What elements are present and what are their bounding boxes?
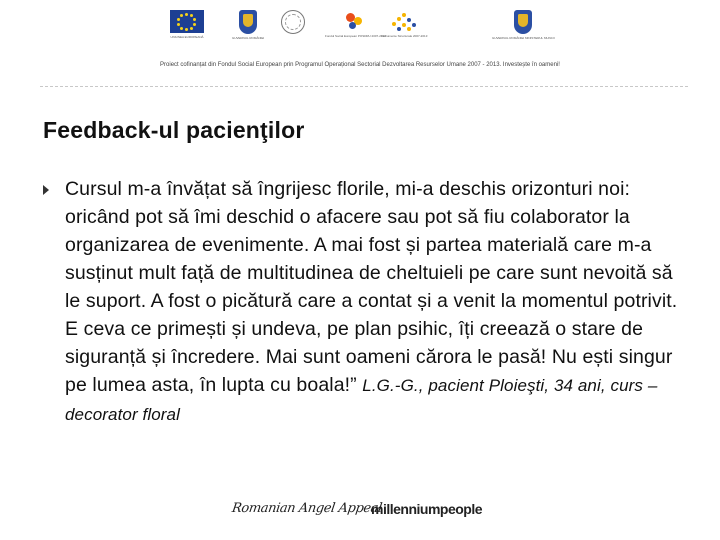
romania-logo	[232, 10, 264, 40]
eu-flag-icon	[170, 10, 204, 33]
quote-text: Cursul m-a învățat să îngrijesc florile, mi-a deschis orizonturi noi: oricând pot să îmi deschid o afacere sau pot să fiu colaborator la organizarea de evenimente. A mai fost și partea materială care m-a susținut mult față de multitudinea de cheltuieli pe care sunt nevoită să le suport. A fost o picătură care a contat și a venit la momentul potrivit. E ceva ce primești și undeva, pe plan psihic, îți creează o stare de siguranță și încredere. Mai sunt oameni cărora le pasă! Nu ești singur pe lumea asta, în lupta cu boala!”	[65, 178, 678, 396]
footer-logo-strip	[0, 497, 720, 525]
eu-logo	[170, 10, 204, 39]
romanian-angel-appeal-logo: Romanian Angel Appeal	[230, 501, 383, 516]
header-logo-strip	[0, 10, 720, 54]
fse-logo-icon	[340, 10, 370, 32]
romania-crest-icon	[239, 10, 257, 34]
ministry-logo	[492, 10, 555, 40]
header-divider	[40, 86, 688, 87]
quote-paragraph	[65, 175, 693, 429]
millennium-people-logo: millenniumpeople	[371, 501, 483, 517]
romania-caption: GUVERNUL ROMÂNIEI	[232, 36, 265, 40]
slide-title: Feedback-ul pacienţilor	[43, 117, 305, 143]
project-funding-line: Proiect cofinanțat din Fondul Social European prin Programul Operațional Sectorial Dezvoltarea Resurselor Umane 2007 - 2013. Investește în oameni!	[160, 62, 560, 68]
eu-caption: UNIUNEA EUROPEANĂ	[170, 35, 204, 39]
ministry-caption: GUVERNUL ROMÂNIEI MINISTERUL MUNCII	[492, 36, 555, 40]
fse-logo	[325, 10, 386, 38]
fse-caption: Fondul Social European POSDRU 2007-2013	[325, 34, 386, 38]
structural-instruments-caption: Instrumente Structurale 2007-2013	[381, 34, 428, 38]
structural-instruments-logo	[381, 10, 427, 38]
quote-signature: L.G.-G., pacient Ploieşti, 34 ani, curs – decorator floral	[65, 376, 658, 424]
structural-instruments-icon	[388, 10, 420, 32]
quote-bullet	[43, 175, 693, 429]
institution-seal-icon	[281, 10, 305, 34]
bullet-arrow-icon	[43, 185, 49, 195]
institution-logo	[281, 10, 305, 34]
ministry-crest-icon	[514, 10, 532, 34]
